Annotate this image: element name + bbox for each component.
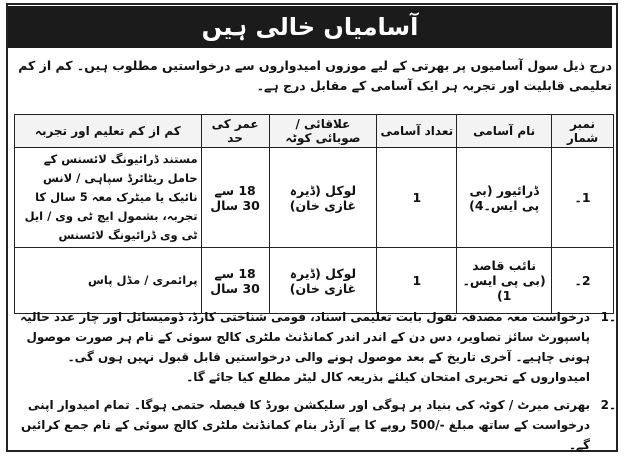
cell-serial: 2۔ [552, 248, 614, 314]
note-number: 1۔ [600, 310, 616, 324]
cell-post: نائب قاصد (بی پی ایس۔1) [457, 248, 552, 314]
header-serial: نمبر شمار [552, 115, 614, 148]
table-row [15, 148, 614, 248]
note-number: 2۔ [600, 398, 616, 412]
header-count: تعداد آسامی [377, 115, 457, 148]
note-text: بھرتی میرٹ / کوٹہ کی بنیاد پر ہوگی اور سلیکشن بورڈ کا فیصلہ حتمی ہوگا۔ تمام امیدوار اپنی درخواست کے ساتھ مبلغ -/500 روپے کا پے آرڈر بنام کمانڈنٹ ملٹری کالج سوئی کے نام جمع کرائیں گے۔ [21, 398, 590, 452]
header-requirement: کم از کم تعلیم اور تجربہ [15, 115, 202, 148]
header-post: نام آسامی [457, 115, 552, 148]
cell-requirement: پرائمری / مڈل پاس [15, 248, 202, 314]
cell-age: 18 سے 30 سال [201, 248, 269, 314]
table-header-row [15, 115, 614, 148]
note-item [16, 395, 616, 455]
note-item [16, 307, 616, 387]
cell-post: ڈرائیور (بی پی ایس۔4) [457, 148, 552, 248]
cell-quota: لوکل (ڈیرہ غازی خان) [269, 248, 377, 314]
cell-count: 1 [377, 248, 457, 314]
cell-quota: لوکل (ڈیرہ غازی خان) [269, 148, 377, 248]
intro-paragraph: درج ذیل سول آسامیوں پر بھرتی کے لیے موزوں امیدواروں سے درخواستیں مطلوب ہیں۔ کم از کم تعلیمی قابلیت اور تجربہ ہر ایک آسامی کے مقابل درج ہے۔ [18, 58, 612, 93]
vacancy-table [14, 114, 614, 314]
cell-serial: 1۔ [552, 148, 614, 248]
header-quota: علاقائی / صوبائی کوٹہ [269, 115, 377, 148]
notes-section [16, 307, 616, 463]
note-text: درخواست معہ مصدقہ نقول بابت تعلیمی اسناد، قومی شناختی کارڈ، ڈومیسائل اور چار عدد حالیہ پاسپورٹ سائز تصاویر، دس دن کے اندر اندر کمانڈنٹ ملٹری کالج سوئی کے نام ہر صورت موصول ہونی چاہیے۔ آخری تاریخ کے بعد موصول ہونے والی درخواستیں قابل قبول نہیں ہوں گی۔ امیدواروں کے تحریری امتحان کیلئے بذریعہ کال لیٹر مطلع کیا جائے گا۔ [20, 310, 590, 384]
header-age: عمر کی حد [201, 115, 269, 148]
cell-age: 18 سے 30 سال [201, 148, 269, 248]
page-title: آسامیاں خالی ہیں [8, 6, 612, 48]
table-row [15, 248, 614, 314]
cell-requirement: مستند ڈرائیونگ لائسنس کے حامل ریٹائرڈ سپاہی / لانس نائیک یا میٹرک معہ 5 سال کا تجربہ، بشمول ایچ ٹی وی / ایل ٹی وی ڈرائیونگ لائسنس [15, 148, 202, 248]
cell-count: 1 [377, 148, 457, 248]
